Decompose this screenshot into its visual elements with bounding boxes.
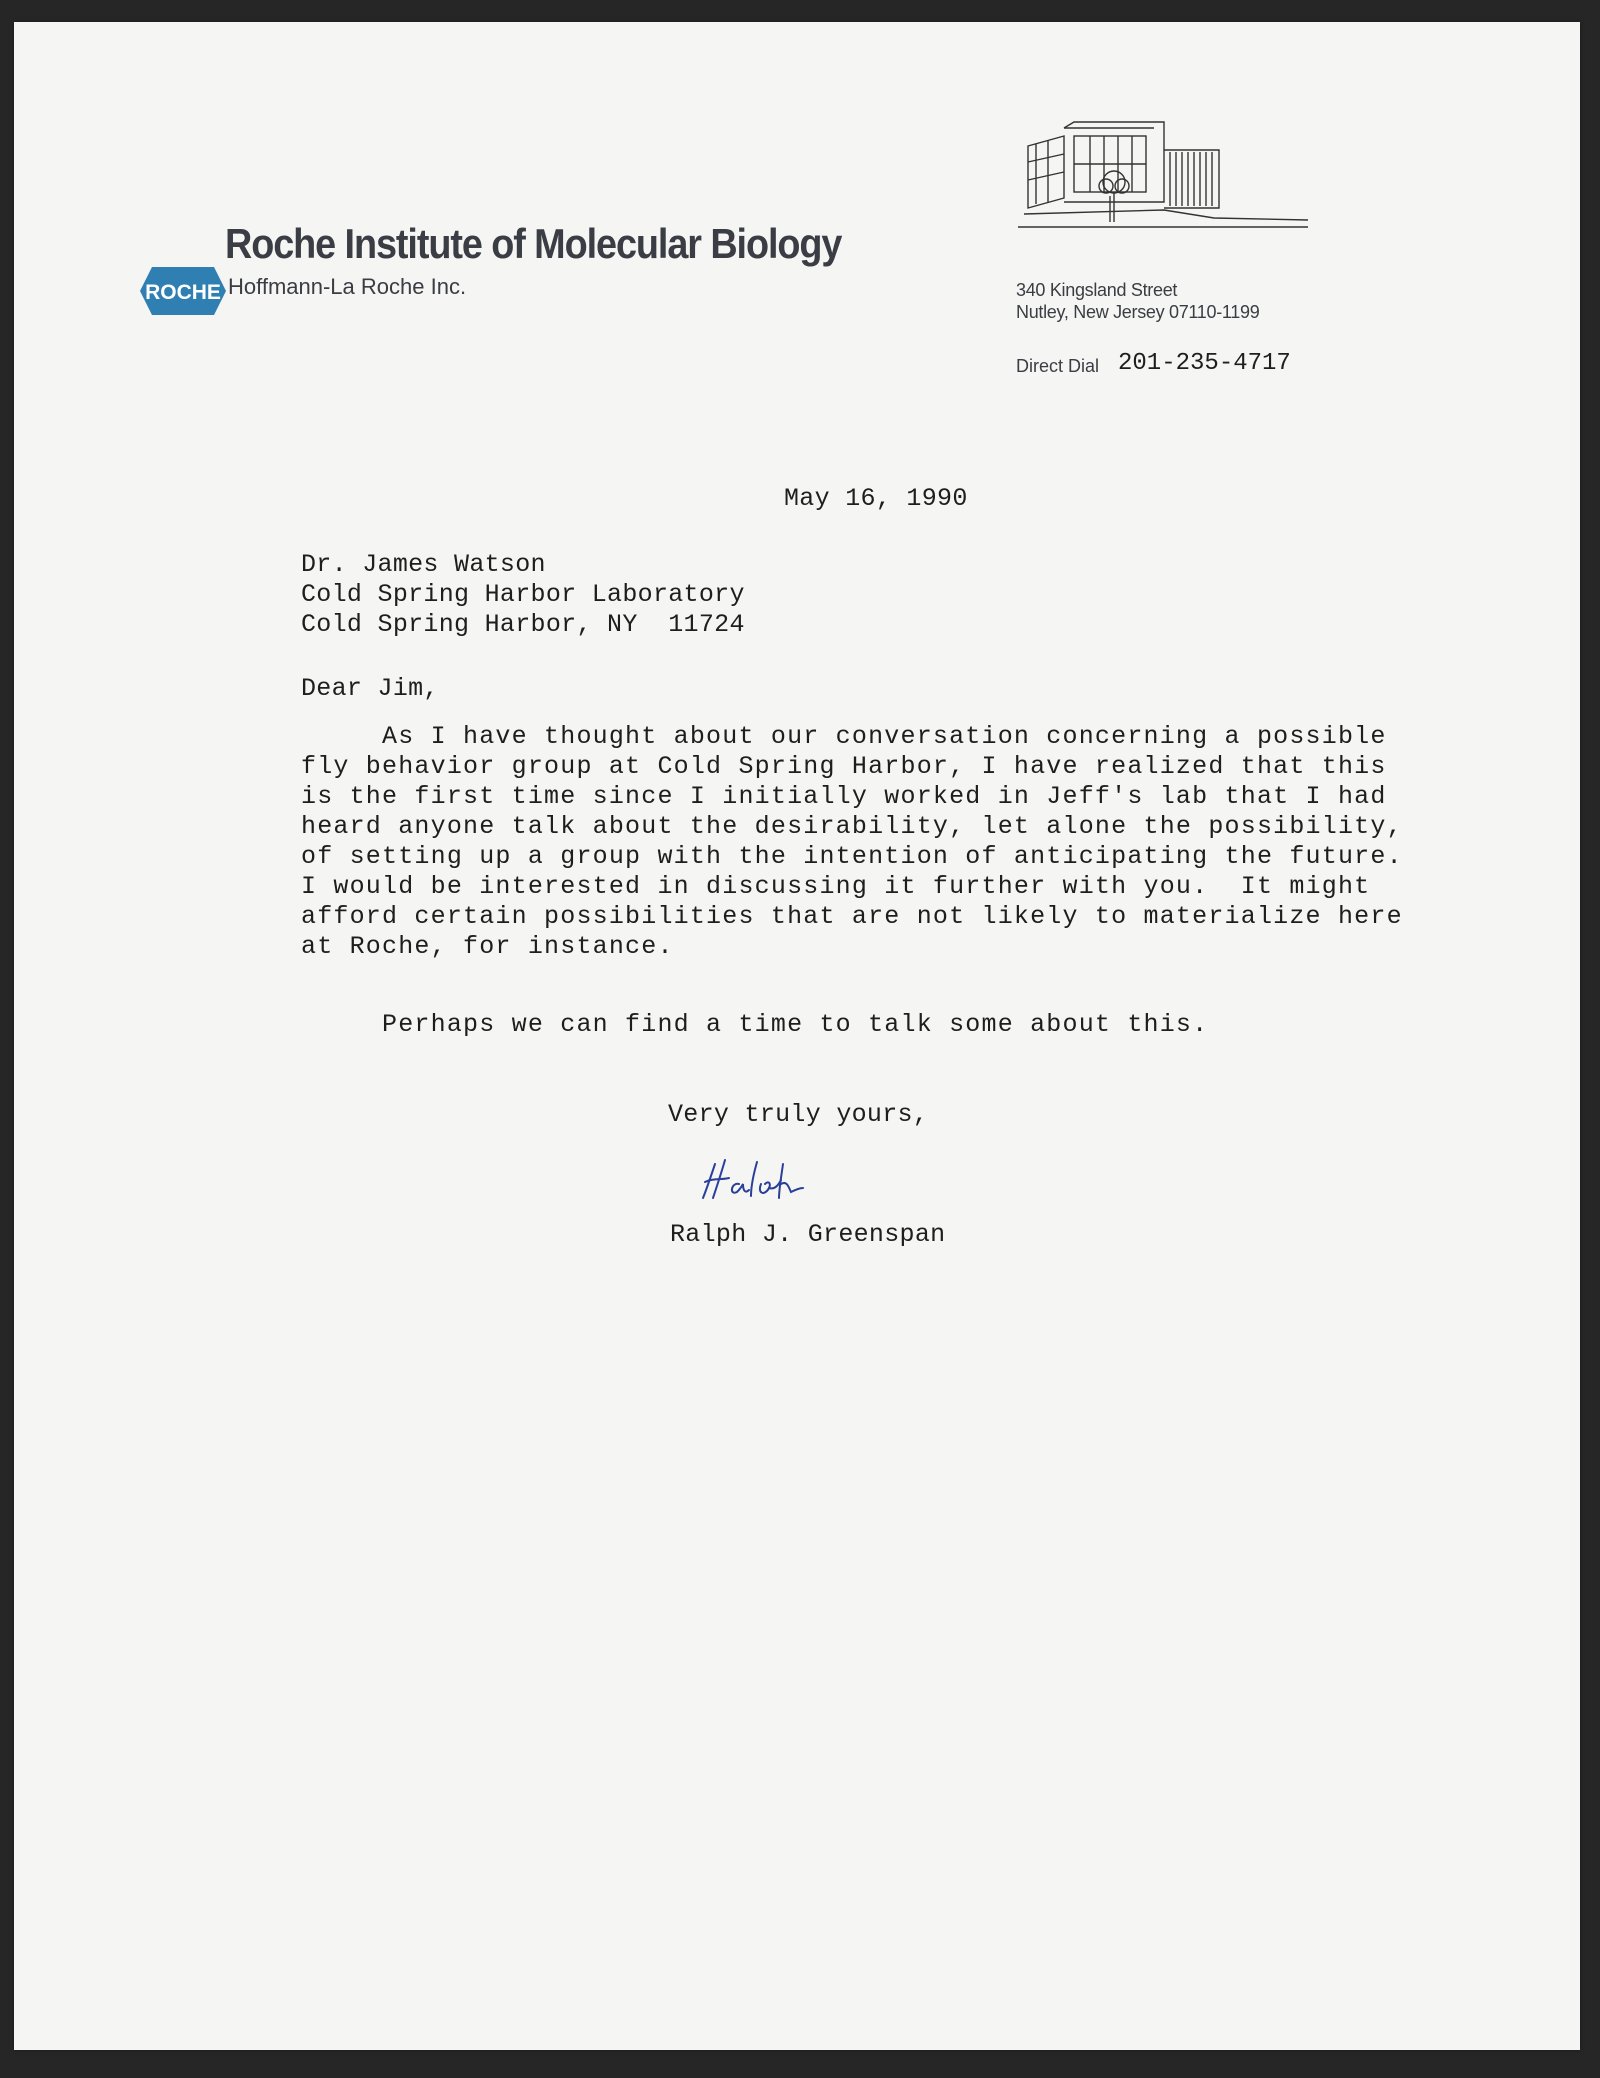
address-street: 340 Kingsland Street (1016, 280, 1178, 300)
address-city: Nutley, New Jersey 07110-1199 (1016, 302, 1260, 322)
recipient-line: Dr. James Watson (301, 550, 546, 579)
svg-text:ROCHE: ROCHE (145, 281, 221, 304)
body-line: As I have thought about our conversation concerning a possible (301, 722, 1387, 751)
body-line: of setting up a group with the intention of anticipating the future. (301, 842, 1403, 871)
body-line: at Roche, for instance. (301, 932, 674, 961)
recipient-line: Cold Spring Harbor, NY 11724 (301, 610, 745, 639)
salutation: Dear Jim, (301, 674, 439, 703)
letter-page (14, 22, 1580, 2050)
body-line: I would be interested in discussing it further with you. It might (301, 872, 1371, 901)
direct-dial-label: Direct Dial (1016, 356, 1100, 376)
building-illustration (1004, 100, 1314, 232)
direct-dial-number: 201-235-4717 (1118, 350, 1291, 377)
closing-paragraph: Perhaps we can find a time to talk some about this. (301, 1010, 1209, 1039)
body-line: fly behavior group at Cold Spring Harbor, I have realized that this (301, 752, 1387, 781)
recipient-line: Cold Spring Harbor Laboratory (301, 580, 745, 609)
handwritten-signature (699, 1154, 819, 1204)
company-name: Hoffmann-La Roche Inc. (228, 274, 467, 299)
body-line: heard anyone talk about the desirability, let alone the possibility, (301, 812, 1403, 841)
body-line: is the first time since I initially worked in Jeff's lab that I had (301, 782, 1387, 811)
institute-name: Roche Institute of Molecular Biology (225, 220, 842, 267)
body-line: afford certain possibilities that are not likely to materialize here (301, 902, 1403, 931)
closing: Very truly yours, (668, 1100, 929, 1129)
signature-name: Ralph J. Greenspan (670, 1220, 946, 1249)
roche-logo (138, 265, 228, 317)
letter-date: May 16, 1990 (784, 484, 968, 513)
